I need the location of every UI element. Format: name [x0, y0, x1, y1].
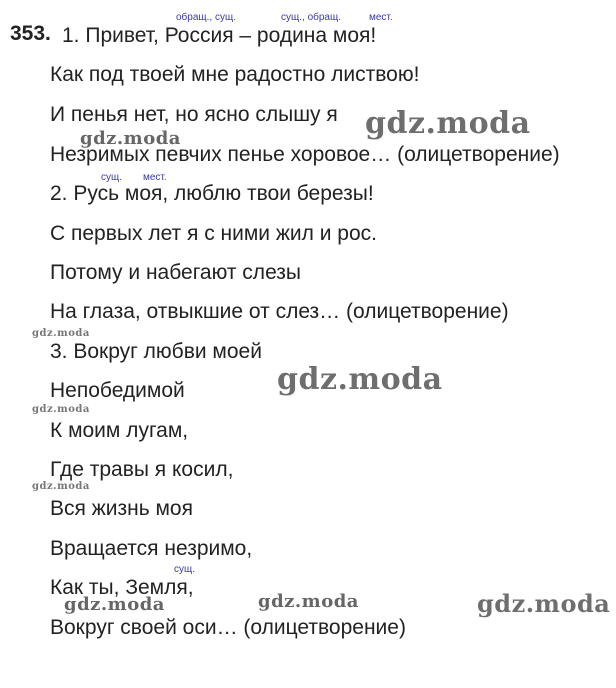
annotation-privet: обращ., сущ.: [176, 12, 236, 23]
poem-line-5: 2. Русь моя, люблю твои березы!: [50, 182, 374, 205]
poem-line-12: Где травы я косил,: [50, 458, 234, 481]
poem-line-11: К моим лугам,: [50, 419, 189, 442]
poem-line-7: Потому и набегают слезы: [50, 261, 302, 284]
poem-line-14: Вращается незримо,: [50, 537, 253, 560]
annotation-moya-2: мест.: [143, 172, 167, 183]
watermark: gdz.moda: [32, 404, 90, 415]
annotation-moya: мест.: [369, 12, 393, 23]
poem-line-15: Как ты, Земля,: [50, 576, 194, 599]
watermark: gdz.moda: [365, 106, 531, 141]
poem-line-8: На глаза, отвыкшие от слез… (олицетворение): [50, 300, 509, 323]
poem-line-9: 3. Вокруг любви моей: [50, 340, 262, 363]
exercise-number: 353.: [10, 22, 51, 45]
poem-line-6: С первых лет я с ними жил и рос.: [50, 222, 377, 245]
poem-line-16: Вокруг своей оси… (олицетворение): [50, 616, 406, 639]
watermark: gdz.moda: [32, 481, 90, 492]
annotation-zemlya: сущ.: [174, 564, 196, 575]
poem-line-13: Вся жизнь моя: [50, 497, 193, 520]
watermark: gdz.moda: [277, 362, 443, 397]
watermark: gdz.moda: [32, 328, 90, 339]
poem-line-4: Незримых певчих пенье хоровое… (олицетворение): [50, 143, 560, 166]
poem-line-2: Как под твоей мне радостно листвою!: [50, 63, 420, 86]
watermark: gdz.moda: [258, 591, 359, 612]
annotation-rossiya: сущ., обращ.: [281, 12, 341, 23]
poem-line-10: Непобедимой: [50, 379, 185, 402]
poem-line-3: И пенья нет, но ясно слышу я: [50, 103, 338, 126]
watermark: gdz.moda: [80, 128, 181, 149]
annotation-rus: сущ.: [101, 172, 123, 183]
poem-line-1: 1. Привет, Россия – родина моя!: [62, 24, 377, 47]
watermark: gdz.moda: [64, 594, 165, 615]
watermark: gdz.moda: [477, 589, 611, 618]
